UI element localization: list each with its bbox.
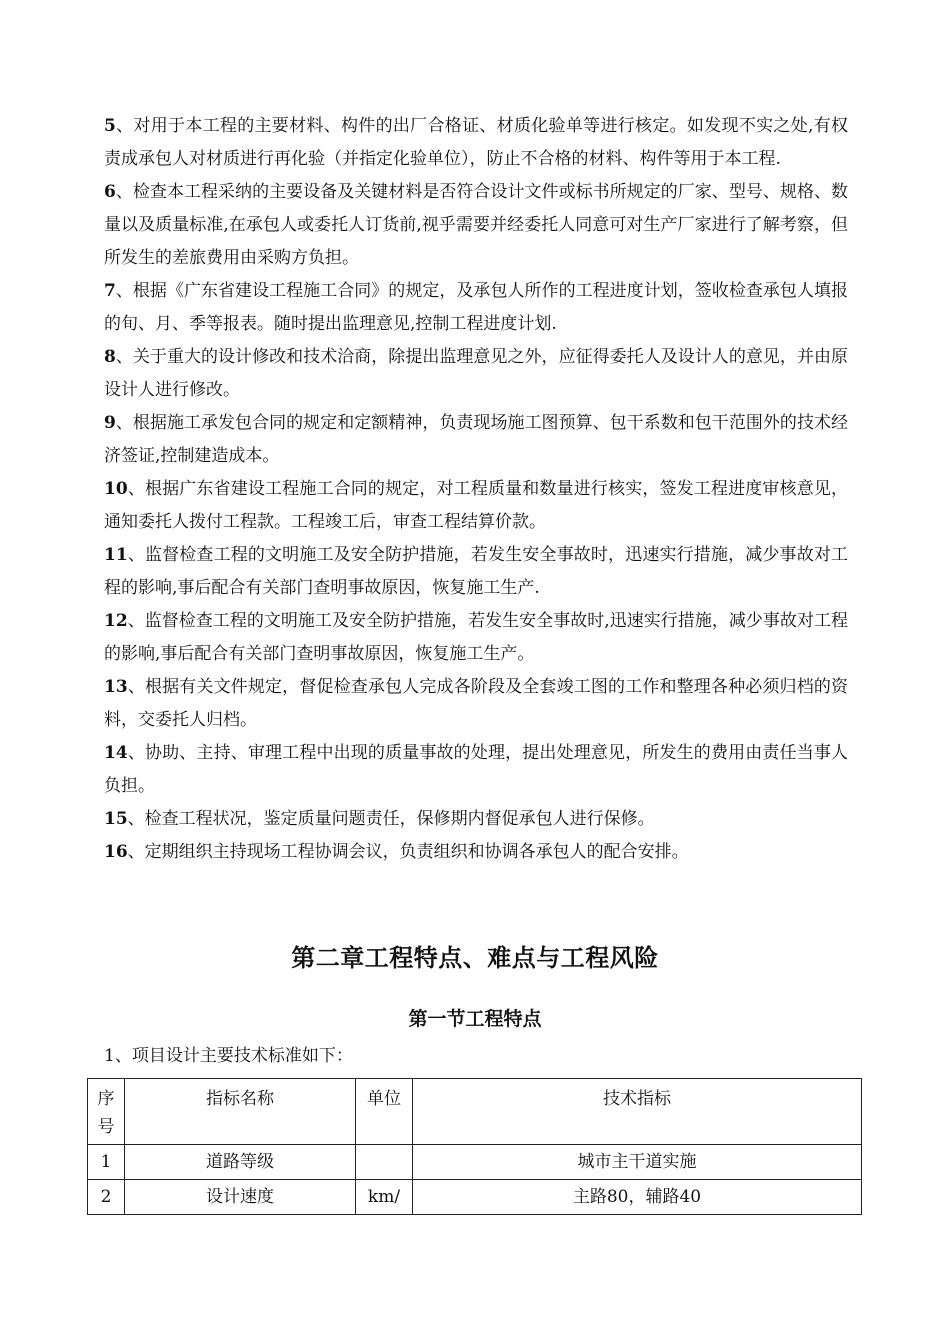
cell-no: 2: [88, 1180, 125, 1215]
cell-spec: 城市主干道实施: [413, 1145, 862, 1180]
tech-standards-table: [87, 1078, 862, 1215]
chapter-title: 第二章工程特点、难点与工程风险: [291, 943, 659, 972]
cell-unit: km/: [356, 1180, 413, 1215]
list-item: 5、对用于本工程的主要材料、构件的出厂合格证、材质化验单等进行核定。如发现不实之处,有权责成承包人对材质进行再化验（并指定化验单位），防止不合格的材料、构件等用于本工程.: [104, 116, 848, 169]
cell-name: 设计速度: [125, 1180, 356, 1215]
section-title: 第一节工程特点: [408, 1008, 542, 1030]
table-intro: 1、项目设计主要技术标准如下：: [104, 1046, 353, 1066]
header-spec: 技术指标: [413, 1079, 862, 1145]
list-item: 9、根据施工承发包合同的规定和定额精神，负责现场施工图预算、包干系数和包干范围外的技术经济签证,控制建造成本。: [104, 413, 848, 466]
cell-spec: 主路80，辅路40: [413, 1180, 862, 1215]
table-row: [88, 1145, 862, 1180]
header-unit: 单位: [356, 1079, 413, 1145]
header-no: 序 号: [88, 1079, 125, 1145]
list-item: 13、根据有关文件规定，督促检查承包人完成各阶段及全套竣工图的工作和整理各种必须归档的资料，交委托人归档。: [104, 677, 848, 730]
list-item: 14、协助、主持、审理工程中出现的质量事故的处理，提出处理意见，所发生的费用由责任当事人负担。: [104, 743, 848, 796]
table-row: [88, 1180, 862, 1215]
cell-no: 1: [88, 1145, 125, 1180]
list-item: 6、检查本工程采纳的主要设备及关键材料是否符合设计文件或标书所规定的厂家、型号、规格、数量以及质量标准,在承包人或委托人订货前,视乎需要并经委托人同意可对生产厂家进行了解考察，但所发生的差旅费用由采购方负担。: [104, 182, 848, 268]
list-item: 10、根据广东省建设工程施工合同的规定，对工程质量和数量进行核实，签发工程进度审核意见，通知委托人拨付工程款。工程竣工后，审查工程结算价款。: [104, 479, 848, 532]
cell-name: 道路等级: [125, 1145, 356, 1180]
list-item: 12、监督检查工程的文明施工及安全防护措施，若发生安全事故时,迅速实行措施，减少事故对工程的影响,事后配合有关部门查明事故原因，恢复施工生产。: [104, 611, 848, 664]
list-item: 16、定期组织主持现场工程协调会议，负责组织和协调各承包人的配合安排。: [104, 842, 689, 862]
table-header-row: [88, 1079, 862, 1145]
list-item: 8、关于重大的设计修改和技术洽商，除提出监理意见之外，应征得委托人及设计人的意见，并由原设计人进行修改。: [104, 347, 848, 400]
list-item: 7、根据《广东省建设工程施工合同》的规定，及承包人所作的工程进度计划，签收检查承包人填报的旬、月、季等报表。随时提出监理意见,控制工程进度计划.: [104, 281, 848, 334]
cell-unit: [356, 1145, 413, 1180]
list-item: 11、监督检查工程的文明施工及安全防护措施，若发生安全事故时，迅速实行措施，减少事故对工程的影响,事后配合有关部门查明事故原因，恢复施工生产.: [104, 545, 848, 598]
list-item: 15、检查工程状况，鉴定质量问题责任，保修期内督促承包人进行保修。: [104, 809, 655, 829]
header-name: 指标名称: [125, 1079, 356, 1145]
duty-list: [104, 110, 848, 869]
